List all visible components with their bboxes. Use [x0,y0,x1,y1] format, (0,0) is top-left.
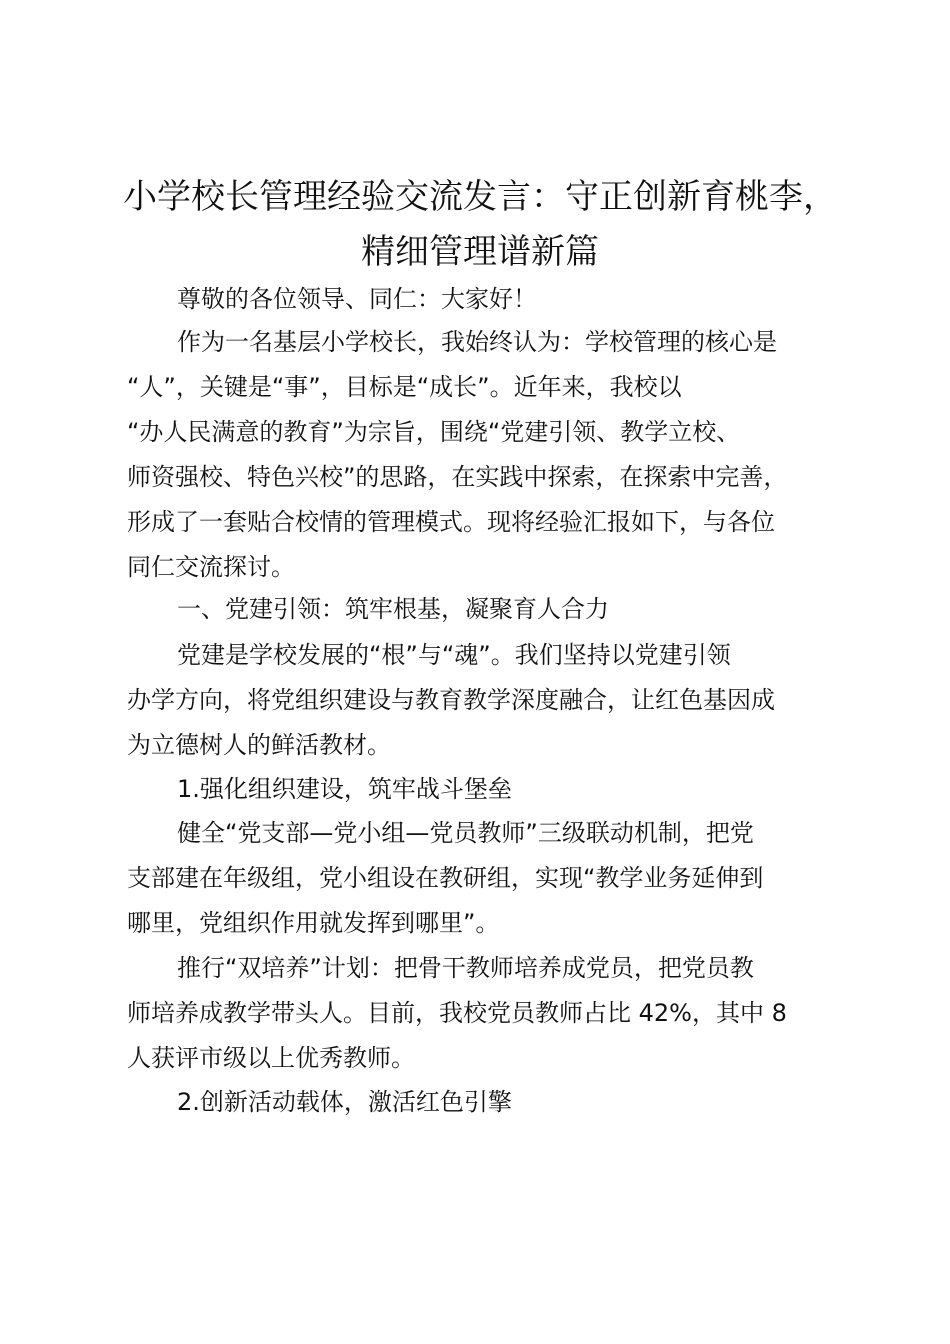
text-line: 党建是学校发展的“根”与“魂”。我们坚持以党建引领 [177,641,731,669]
text-line: 人获评市级以上优秀教师。 [127,1044,415,1072]
intro-paragraph [127,320,837,590]
text-line: 推行“双培养”计划：把骨干教师培养成党员，把党员教 [177,954,754,982]
title-line-1: 小学校长管理经验交流发言：守正创新育桃李， [123,177,837,217]
text-line: 作为一名基层小学校长，我始终认为：学校管理的核心是 [177,328,777,356]
text-line: 师培养成教学带头人。目前，我校党员教师占比 42%，其中 8 [127,999,787,1027]
subsection-heading [127,767,837,812]
body-paragraph [127,946,837,1081]
text-line: 形成了一套贴合校情的管理模式。现将经验汇报如下，与各位 [127,508,775,536]
subsection-heading [127,1080,837,1125]
body-paragraph [127,633,837,768]
text-line: 哪里，党组织作用就发挥到哪里”。 [127,909,500,937]
text-line: 为立德树人的鲜活教材。 [127,731,391,759]
text-line: “人”，关键是“事”，目标是“成长”。近年来，我校以 [127,373,682,401]
text-line: 支部建在年级组，党小组设在教研组，实现“教学业务延伸到 [127,864,764,892]
text-line: 1.强化组织建设，筑牢战斗堡垒 [177,775,512,803]
text-line: 健全“党支部—党小组—党员教师”三级联动机制，把党 [177,819,754,847]
document-title [110,170,850,280]
greeting-paragraph [127,277,837,322]
text-line: 同仁交流探讨。 [127,553,295,581]
text-line: 师资强校、特色兴校”的思路，在实践中探索，在探索中完善， [127,463,788,491]
text-line: 办学方向，将党组织建设与教育教学深度融合，让红色基因成 [127,686,775,714]
title-line-2: 精细管理谱新篇 [361,232,599,272]
text-line: “办人民满意的教育”为宗旨，围绕“党建引领、教学立校、 [127,418,741,446]
text-line: 尊敬的各位领导、同仁：大家好！ [177,285,537,313]
body-paragraph [127,811,837,946]
text-line: 一、党建引领：筑牢根基，凝聚育人合力 [177,595,609,623]
section-heading [127,587,837,632]
text-line: 2.创新活动载体，激活红色引擎 [177,1088,512,1116]
